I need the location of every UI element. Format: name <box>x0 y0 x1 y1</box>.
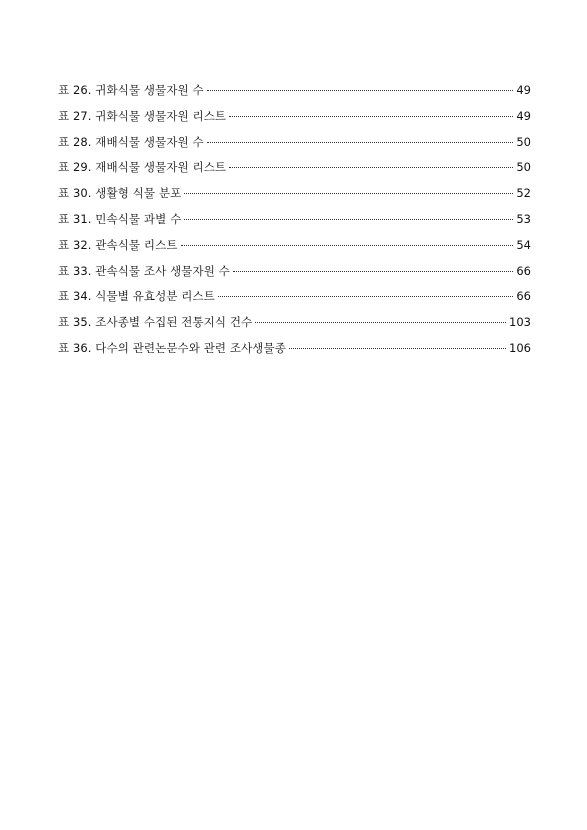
toc-entry[interactable] <box>58 336 531 362</box>
toc-entry-page: 106 <box>509 340 531 355</box>
toc-leader-dots <box>255 322 506 323</box>
toc-entry[interactable] <box>58 181 531 207</box>
toc-entry[interactable] <box>58 259 531 285</box>
toc-leader-dots <box>207 142 514 143</box>
toc-leader-dots <box>233 271 513 272</box>
toc-entry-label: 표 28. 재배식물 생물자원 수 <box>58 134 204 149</box>
toc-entry[interactable] <box>58 104 531 130</box>
toc-leader-dots <box>184 219 513 220</box>
toc-entry-page: 52 <box>516 186 531 201</box>
toc-entry-label: 표 31. 민속식물 과별 수 <box>58 211 182 226</box>
toc-entry-page: 50 <box>516 160 531 175</box>
toc-entry-page: 103 <box>509 315 531 330</box>
toc-entry-label: 표 32. 관속식물 리스트 <box>58 237 178 252</box>
toc-entry[interactable] <box>58 155 531 181</box>
toc-entry-label: 표 34. 식물별 유효성분 리스트 <box>58 289 215 304</box>
toc-leader-dots <box>207 90 514 91</box>
toc-entry[interactable] <box>58 310 531 336</box>
toc-entry[interactable] <box>58 130 531 156</box>
toc-leader-dots <box>289 348 506 349</box>
toc-entry-label: 표 36. 다수의 관련논문수와 관련 조사생물종 <box>58 340 286 355</box>
toc-entry-label: 표 26. 귀화식물 생물자원 수 <box>58 83 204 97</box>
toc-entry-page: 66 <box>516 289 531 304</box>
toc-entry-page: 66 <box>516 263 531 278</box>
toc-leader-dots <box>229 167 513 168</box>
toc-entry-page: 49 <box>516 83 531 97</box>
toc-leader-dots <box>229 116 513 117</box>
table-of-tables <box>58 78 531 362</box>
toc-entry-label: 표 27. 귀화식물 생물자원 리스트 <box>58 108 227 123</box>
toc-entry[interactable] <box>58 284 531 310</box>
toc-leader-dots <box>218 296 513 297</box>
toc-leader-dots <box>181 245 514 246</box>
toc-entry-label: 표 35. 조사종별 수집된 전통지식 건수 <box>58 315 253 330</box>
toc-entry-page: 54 <box>516 237 531 252</box>
toc-entry-label: 표 33. 관속식물 조사 생물자원 수 <box>58 263 230 278</box>
toc-entry-page: 49 <box>516 108 531 123</box>
toc-entry[interactable] <box>58 233 531 259</box>
toc-entry-label: 표 30. 생활형 식물 분포 <box>58 186 182 201</box>
toc-entry-page: 53 <box>516 211 531 226</box>
toc-leader-dots <box>184 193 513 194</box>
toc-entry-page: 50 <box>516 134 531 149</box>
toc-entry[interactable] <box>58 78 531 104</box>
toc-entry[interactable] <box>58 207 531 233</box>
toc-entry-label: 표 29. 재배식물 생물자원 리스트 <box>58 160 227 175</box>
